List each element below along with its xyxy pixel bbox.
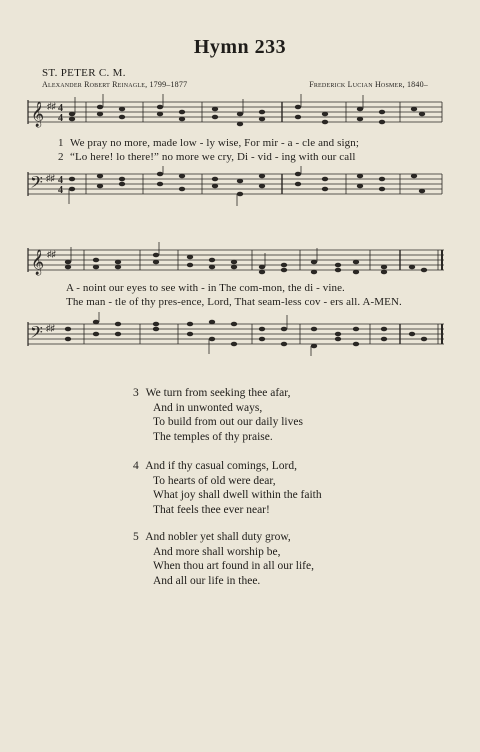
verse2-music-lyric: 2 “Lo here! lo there!” no more we cry, Di - vid - ing with our call [58,151,356,163]
hymn-title: Hymn 233 [193,36,287,58]
svg-text:♯♯: ♯♯ [47,249,56,259]
svg-text:4: 4 [58,185,63,196]
verse1-music-lyric-line2: A - noint our eyes to see with - in The com-mon, the di - vine. [66,282,345,294]
svg-text:♯♯: ♯♯ [46,323,55,333]
svg-text:♯♯: ♯♯ [46,173,55,183]
svg-text:4: 4 [58,175,63,186]
system1-bass-staff [0,166,480,206]
stanza-3: 3 We turn from seeking thee afar, And in unwonted ways, To build from out our daily lives The temples of thy praise. [133,387,303,443]
svg-text:4: 4 [58,113,63,124]
verse2-music-lyric-line2: The man - tle of thy pres-ence, Lord, That seam-less cov - ers all. A-MEN. [66,296,402,308]
system2-bass-staff [0,312,480,356]
verse1-music-lyric: 1 We pray no more, made low - ly wise, For mir - a - cle and sign; [58,137,359,149]
stanza-5: 5 And nobler yet shall duty grow, And more shall worship be, When thou art found in all our life, And all our life in thee. [133,531,314,587]
svg-text:4: 4 [58,103,63,114]
system1-treble-staff [0,92,480,132]
svg-text:𝄢: 𝄢 [30,324,43,346]
svg-text:𝄞: 𝄞 [31,101,45,126]
system2-treble-staff [0,240,480,280]
author-credit: Frederick Lucian Hosmer, 1840– [309,80,428,89]
svg-text:𝄢: 𝄢 [30,174,43,196]
stanza-4: 4 And if thy casual comings, Lord, To hearts of old were dear, What joy shall dwell within the faith That feels thee ever near! [133,460,322,516]
svg-text:♯♯: ♯♯ [47,101,56,111]
svg-text:𝄞: 𝄞 [31,249,45,274]
composer-credit: Alexander Robert Reinagle, 1799–1877 [42,80,188,89]
tune-name: ST. PETER C. M. [42,67,126,79]
